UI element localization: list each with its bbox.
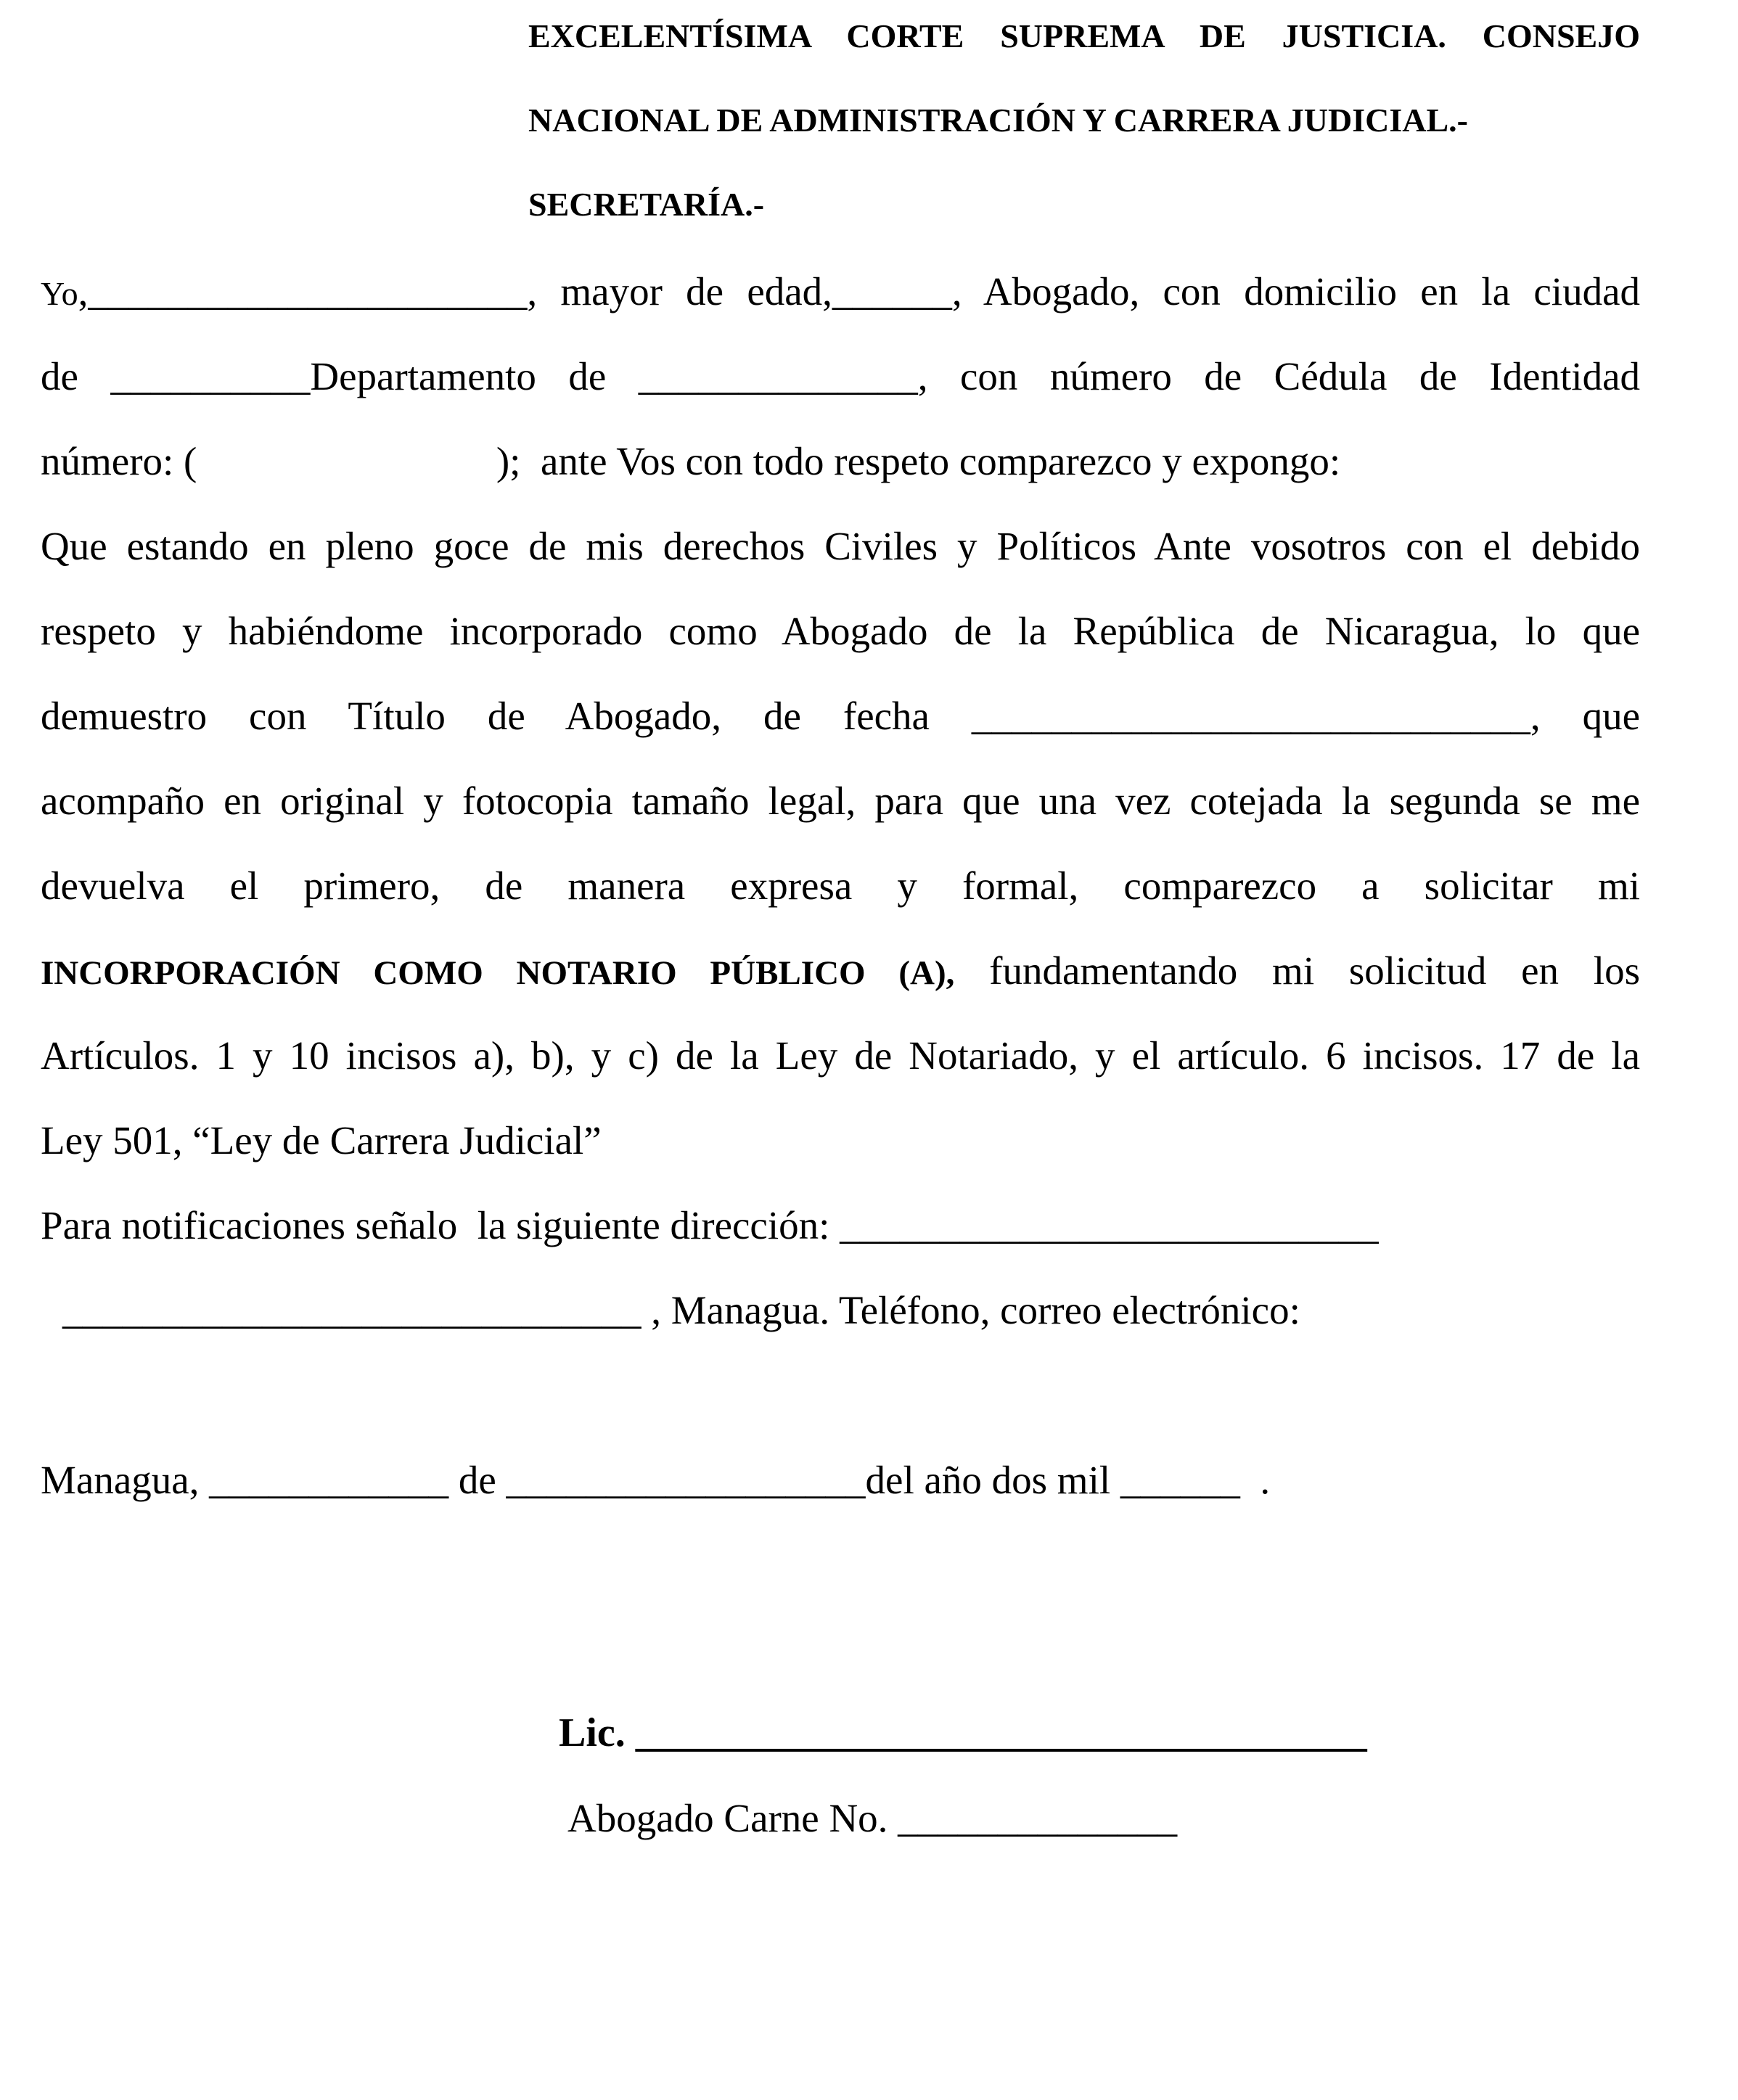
body-line-9 — [41, 928, 1640, 1013]
body-line-1 — [41, 249, 1640, 334]
body-line-1-rest: ,______________________, mayor de edad,______, Abogado, con domicilio en la ciudad — [78, 269, 1640, 313]
body-line-12: Para notificaciones señalo la siguiente dirección: ___________________________ — [41, 1203, 1379, 1247]
yo-word: Yo — [41, 275, 78, 312]
body-line-8: devuelva el primero, de manera expresa y formal, comparezco a solicitar mi — [41, 864, 1640, 908]
document-body — [41, 249, 1640, 1522]
heading-line-1: EXCELENTÍSIMA CORTE SUPREMA DE JUSTICIA. CONSEJO — [528, 17, 1640, 54]
body-line-2: de __________Departamento de ______________, con número de Cédula de Identidad — [41, 354, 1640, 398]
body-blank-line — [41, 1353, 1640, 1437]
body-line-3: número: ( ); ante Vos con todo respeto comparezco y expongo: — [41, 439, 1341, 483]
body-line-6: demuestro con Título de Abogado, de fecha ____________________________, que — [41, 694, 1640, 738]
body-line-10: Artículos. 1 y 10 incisos a), b), y c) de la Ley de Notariado, y el artículo. 6 incisos. 17 de la — [41, 1033, 1640, 1078]
signature-block — [559, 1691, 1367, 1861]
body-line-9-rest: fundamentando mi solicitud en los — [989, 948, 1640, 993]
body-line-4: Que estando en pleno goce de mis derechos Civiles y Políticos Ante vosotros con el debido — [41, 524, 1640, 568]
heading-line-3: SECRETARÍA.- — [528, 186, 765, 223]
body-line-11: Ley 501, “Ley de Carrera Judicial” — [41, 1118, 602, 1162]
body-line-7: acompaño en original y fotocopia tamaño legal, para que una vez cotejada la segunda se me — [41, 779, 1640, 823]
signature-line: Lic. ____________________________________ — [559, 1710, 1367, 1755]
carne-number-line: Abogado Carne No. ______________ — [567, 1796, 1178, 1840]
document-heading — [528, 0, 1640, 247]
request-title: INCORPORACIÓN COMO NOTARIO PÚBLICO (A), — [41, 954, 955, 992]
heading-line-2: NACIONAL DE ADMINISTRACIÓN Y CARRERA JUDICIAL.- — [528, 102, 1468, 139]
body-line-date: Managua, ____________ de __________________del año dos mil ______ . — [41, 1458, 1271, 1502]
body-line-13: _____________________________ , Managua. Teléfono, correo electrónico: — [62, 1288, 1300, 1332]
body-line-5: respeto y habiéndome incorporado como Abogado de la República de Nicaragua, lo que — [41, 609, 1640, 653]
